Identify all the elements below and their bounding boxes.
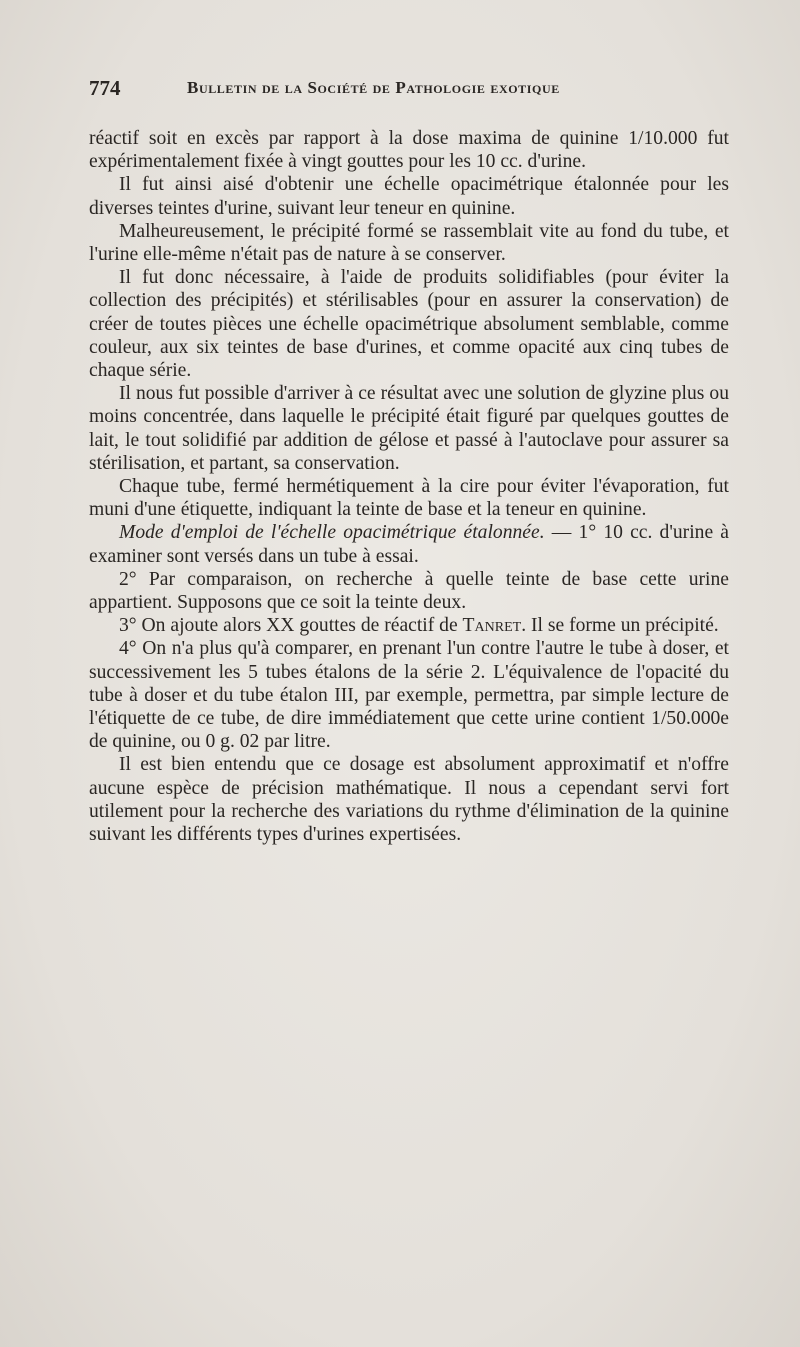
paragraph-text: Chaque tube, fermé hermétiquement à la cire pour éviter l'évaporation, fut muni d'une étiquette, indiquant la teinte de base et la teneur en quinine. [89, 476, 729, 521]
section-heading-italic: Mode d'emploi de l'échelle opacimétrique étalonnée. [119, 522, 545, 544]
paragraph [89, 637, 729, 753]
paragraph [89, 382, 729, 475]
paragraph [89, 220, 729, 266]
paragraph-text: — 1° 10 cc. d'urine à examiner sont versés dans un tube à essai. [89, 522, 729, 567]
paragraph-text: . Il se forme un précipité. [521, 615, 719, 637]
paragraph [89, 173, 729, 219]
paragraph-text: 2° Par comparaison, on recherche à quelle teinte de base cette urine appartient. Supposons que ce soit la teinte deux. [89, 568, 729, 614]
paragraph [89, 521, 729, 567]
page-header [89, 76, 729, 100]
paragraph-text: Il est bien entendu que ce dosage est absolument approximatif et n'offre aucune espèce de précision mathématique. Il nous a cependant servi fort utilement pour la recherche des variations du rythme d'élimination de la quinine suivant les différents types d'urines expertisées. [89, 754, 729, 846]
paragraph-text: Il fut donc nécessaire, à l'aide de produits solidifiables (pour éviter la collection des précipités) et stérilisables (pour en assurer la conservation) de créer de toutes pièces une échelle opacimétrique absolument semblable, comme couleur, aux six teintes de base d'urines, et comme opacité aux cinq tubes de chaque série. [89, 267, 729, 382]
paragraph-text: 4° On n'a plus qu'à comparer, en prenant l'un contre l'autre le tube à doser, et successivement les 5 tubes étalons de la série 2. L'équivalence de l'opacité du tube à doser et du tube étalon III, par exemple, permettra, par simple lecture de l'étiquette de ce tube, de dire immédiatement que cette urine contient 1/50.000e de quinine, ou 0 g. 02 par litre. [89, 638, 729, 753]
paragraph-text: 3° On ajoute alors XX gouttes de réactif de [119, 615, 463, 637]
paragraph [89, 475, 729, 521]
running-title: Bulletin de la Société de Pathologie exotique [187, 78, 560, 97]
paragraph-text: Malheureusement, le précipité formé se rassemblait vite au fond du tube, et l'urine elle-même n'était pas de nature à se conserver. [89, 220, 729, 266]
paragraph [89, 753, 729, 846]
author-name-small-caps: Tanret [462, 615, 522, 637]
body-text [89, 127, 729, 846]
paragraph-text: réactif soit en excès par rapport à la dose maxima de quinine 1/10.000 fut expérimentalement fixée à vingt gouttes pour les 10 cc. d'urine. [89, 128, 729, 173]
paragraph [89, 614, 729, 637]
paragraph-text: Il fut ainsi aisé d'obtenir une échelle opacimétrique étalonnée pour les diverses teintes d'urine, suivant leur teneur en quinine. [89, 174, 729, 219]
paragraph [89, 266, 729, 382]
paragraph-text: Il nous fut possible d'arriver à ce résultat avec une solution de glyzine plus ou moins concentrée, dans laquelle le précipité était figuré par quelques gouttes de lait, le tout solidifié par addition de gélose et passé à l'autoclave pour assurer sa stérilisation, et partant, sa conservation. [89, 383, 729, 474]
paragraph [89, 568, 729, 614]
paragraph [89, 127, 729, 173]
page-number: 774 [89, 76, 121, 100]
